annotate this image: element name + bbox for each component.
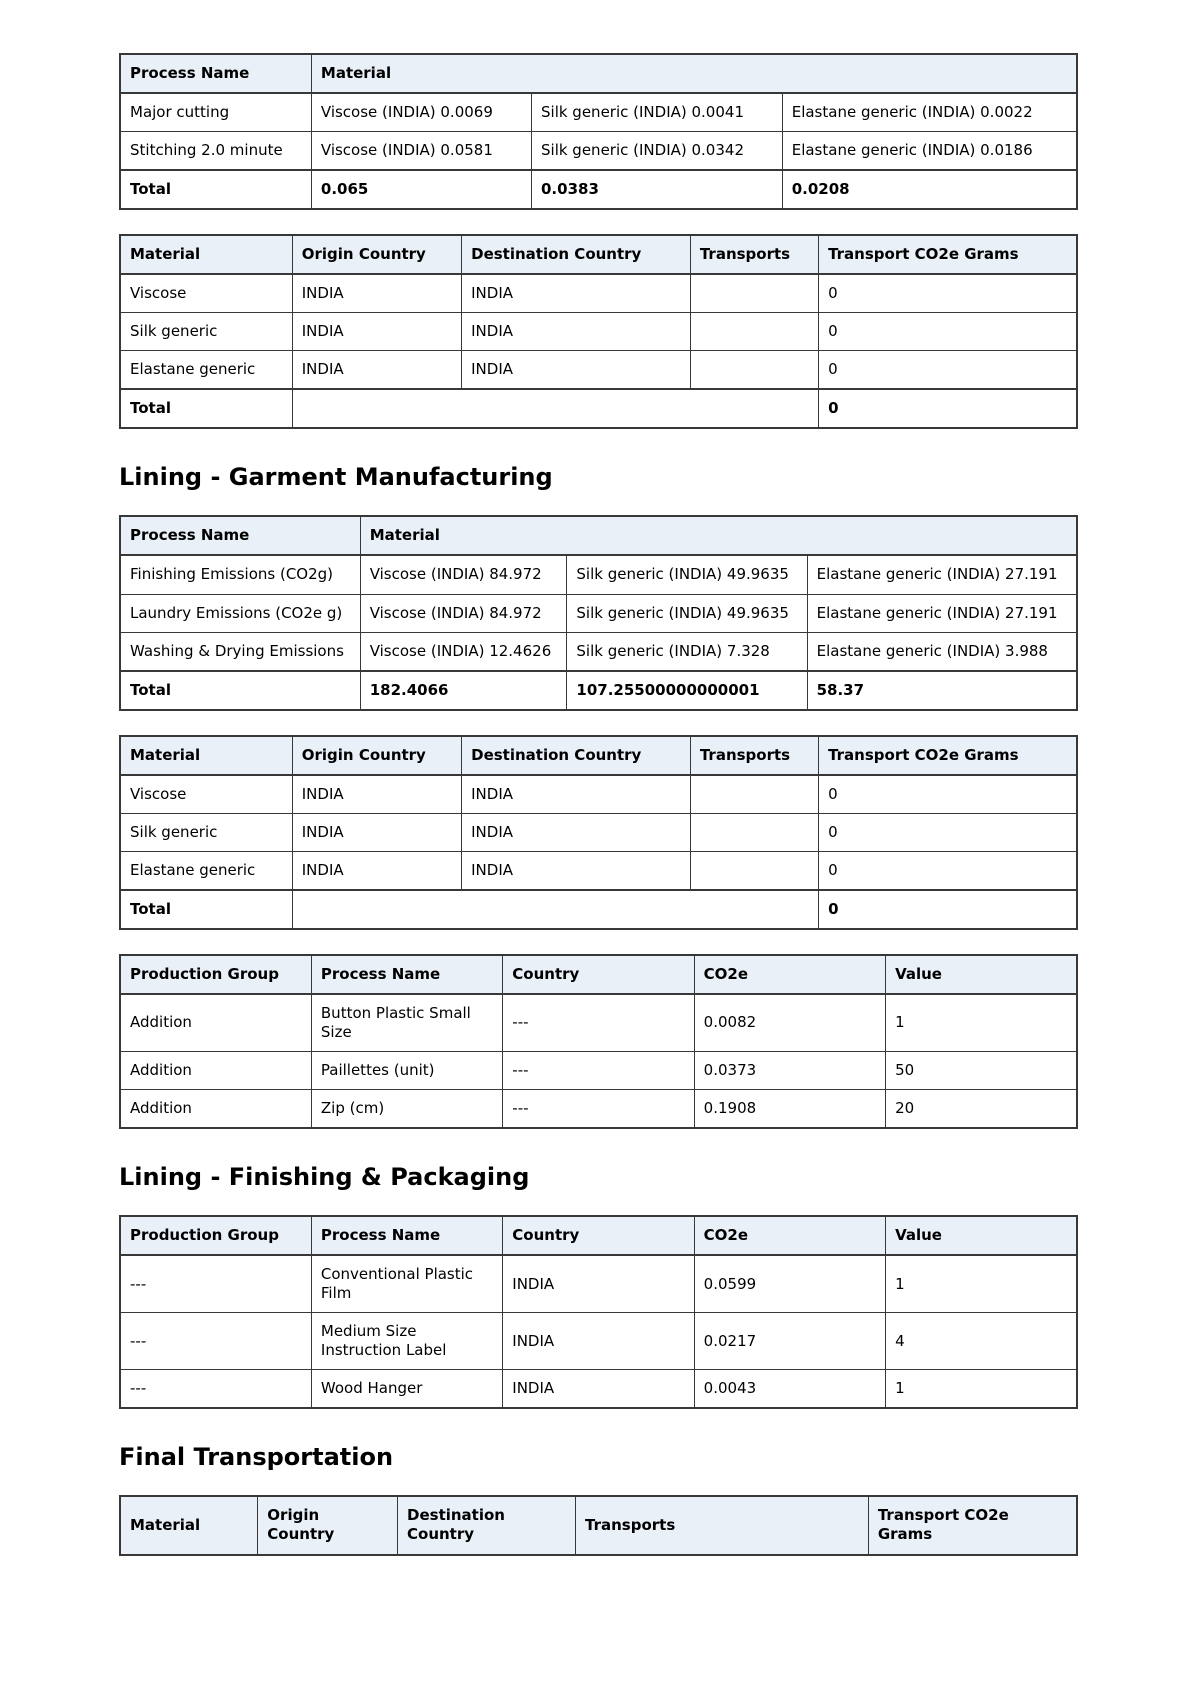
manufacturing-transport-table	[119, 735, 1078, 930]
table-cell: Silk generic (INDIA) 49.9635	[567, 555, 807, 594]
table-cell: 1	[886, 994, 1077, 1052]
column-header: CO2e	[694, 955, 885, 994]
lining-materials-transport-table	[119, 234, 1078, 429]
table-cell: Washing & Drying Emissions	[120, 632, 360, 671]
table-cell	[690, 351, 818, 390]
column-header: Production Group	[120, 955, 311, 994]
total-cell: 58.37	[807, 671, 1077, 710]
table-row	[120, 274, 1077, 313]
total-row	[120, 170, 1077, 209]
table-row	[120, 313, 1077, 351]
table-cell	[690, 274, 818, 313]
table-cell: Silk generic	[120, 313, 292, 351]
table-cell: INDIA	[462, 813, 691, 851]
table-cell: INDIA	[292, 813, 461, 851]
table-cell: INDIA	[292, 351, 461, 390]
table-cell: 0	[819, 351, 1077, 390]
table-cell: Addition	[120, 1090, 311, 1129]
table-cell: Major cutting	[120, 93, 311, 132]
table-cell: ---	[120, 1255, 311, 1313]
table-cell: INDIA	[503, 1255, 694, 1313]
table-cell: Silk generic	[120, 813, 292, 851]
column-header: Destination Country	[462, 235, 691, 274]
table-row	[120, 1370, 1077, 1409]
table-cell: Viscose (INDIA) 0.0069	[311, 93, 531, 132]
table-cell: INDIA	[462, 851, 691, 890]
table-cell: 0.0373	[694, 1052, 885, 1090]
table-cell: ---	[503, 1090, 694, 1129]
table-cell: 0.0217	[694, 1313, 885, 1370]
column-header: Transport CO2e Grams	[868, 1496, 1077, 1554]
table-cell: 0	[819, 775, 1077, 814]
column-header: Material	[120, 1496, 258, 1554]
total-cell: Total	[120, 389, 292, 428]
table-cell: INDIA	[292, 313, 461, 351]
header-row	[120, 736, 1077, 775]
column-header: Origin Country	[258, 1496, 398, 1554]
column-header: Transport CO2e Grams	[819, 736, 1077, 775]
column-header: Origin Country	[292, 736, 461, 775]
table-cell: Elastane generic (INDIA) 27.191	[807, 594, 1077, 632]
column-header: Country	[503, 1216, 694, 1255]
column-header: Process Name	[120, 54, 311, 93]
total-cell: 0.0383	[532, 170, 783, 209]
column-header: Material	[311, 54, 1077, 93]
table-cell: Silk generic (INDIA) 49.9635	[567, 594, 807, 632]
table-cell: INDIA	[292, 274, 461, 313]
table-row	[120, 632, 1077, 671]
table-cell	[690, 313, 818, 351]
table-cell: Viscose (INDIA) 12.4626	[360, 632, 567, 671]
table-row	[120, 555, 1077, 594]
table-cell: Silk generic (INDIA) 7.328	[567, 632, 807, 671]
total-cell: Total	[120, 890, 292, 929]
table-cell: Addition	[120, 1052, 311, 1090]
table-cell	[690, 813, 818, 851]
production-additions-table	[119, 954, 1078, 1129]
table-cell: INDIA	[292, 775, 461, 814]
column-header: Transports	[690, 235, 818, 274]
total-cell	[292, 890, 818, 929]
table-cell: Laundry Emissions (CO2e g)	[120, 594, 360, 632]
column-header: Origin Country	[292, 235, 461, 274]
total-cell: 0.065	[311, 170, 531, 209]
column-header: Production Group	[120, 1216, 311, 1255]
column-header: Transport CO2e Grams	[819, 235, 1077, 274]
table-row	[120, 775, 1077, 814]
table-cell: ---	[503, 1052, 694, 1090]
column-header: Material	[360, 516, 1077, 555]
column-header: Transports	[690, 736, 818, 775]
table-cell: Elastane generic	[120, 351, 292, 390]
total-cell: 0	[819, 890, 1077, 929]
table-cell: Stitching 2.0 minute	[120, 132, 311, 171]
total-cell: Total	[120, 671, 360, 710]
column-header: Country	[503, 955, 694, 994]
table-cell: Zip (cm)	[311, 1090, 502, 1129]
table-cell: ---	[120, 1313, 311, 1370]
table-cell: Viscose	[120, 775, 292, 814]
total-row	[120, 671, 1077, 710]
final-transportation-table	[119, 1495, 1078, 1555]
table-cell: 50	[886, 1052, 1077, 1090]
header-row	[120, 1496, 1077, 1554]
table-cell: Silk generic (INDIA) 0.0342	[532, 132, 783, 171]
total-cell: 107.25500000000001	[567, 671, 807, 710]
table-cell: INDIA	[503, 1313, 694, 1370]
header-row	[120, 516, 1077, 555]
table-cell: INDIA	[503, 1370, 694, 1409]
column-header: Value	[886, 1216, 1077, 1255]
column-header: Process Name	[311, 955, 502, 994]
table-cell	[690, 775, 818, 814]
column-header: Material	[120, 736, 292, 775]
table-cell: Wood Hanger	[311, 1370, 502, 1409]
total-cell: Total	[120, 170, 311, 209]
table-row	[120, 1052, 1077, 1090]
table-row	[120, 851, 1077, 890]
table-cell: Elastane generic	[120, 851, 292, 890]
table-cell: 0	[819, 313, 1077, 351]
total-cell: 0	[819, 389, 1077, 428]
table-cell: Conventional Plastic Film	[311, 1255, 502, 1313]
table-cell: Viscose	[120, 274, 292, 313]
table-cell: 1	[886, 1370, 1077, 1409]
table-row	[120, 594, 1077, 632]
table-cell: 0.0082	[694, 994, 885, 1052]
table-cell: Button Plastic Small Size	[311, 994, 502, 1052]
table-cell: ---	[503, 994, 694, 1052]
table-row	[120, 1090, 1077, 1129]
table-row	[120, 813, 1077, 851]
table-cell: 0.1908	[694, 1090, 885, 1129]
table-cell: INDIA	[462, 351, 691, 390]
finishing-packaging-heading: Lining - Finishing & Packaging	[119, 1163, 530, 1192]
table-cell	[690, 851, 818, 890]
table-row	[120, 994, 1077, 1052]
total-row	[120, 890, 1077, 929]
column-header: Value	[886, 955, 1077, 994]
cutting-stitching-process-table	[119, 53, 1078, 210]
table-cell: Elastane generic (INDIA) 3.988	[807, 632, 1077, 671]
final-transportation-heading: Final Transportation	[119, 1443, 394, 1472]
column-header: Material	[120, 235, 292, 274]
table-cell: 0	[819, 851, 1077, 890]
garment-manufacturing-heading: Lining - Garment Manufacturing	[119, 463, 553, 492]
column-header: Transports	[576, 1496, 869, 1554]
table-cell: 0	[819, 274, 1077, 313]
table-cell: INDIA	[462, 313, 691, 351]
table-cell: 20	[886, 1090, 1077, 1129]
table-cell: Silk generic (INDIA) 0.0041	[532, 93, 783, 132]
table-row	[120, 93, 1077, 132]
table-cell: Elastane generic (INDIA) 0.0022	[782, 93, 1077, 132]
header-row	[120, 955, 1077, 994]
table-row	[120, 132, 1077, 171]
table-row	[120, 1313, 1077, 1370]
column-header: Process Name	[120, 516, 360, 555]
table-cell: 0	[819, 813, 1077, 851]
table-cell: Finishing Emissions (CO2g)	[120, 555, 360, 594]
table-cell: Elastane generic (INDIA) 0.0186	[782, 132, 1077, 171]
table-row	[120, 351, 1077, 390]
manufacturing-emissions-table	[119, 515, 1078, 710]
column-header: Destination Country	[462, 736, 691, 775]
table-cell: Elastane generic (INDIA) 27.191	[807, 555, 1077, 594]
table-cell: ---	[120, 1370, 311, 1409]
table-cell: Medium Size Instruction Label	[311, 1313, 502, 1370]
table-cell: INDIA	[462, 775, 691, 814]
total-cell: 0.0208	[782, 170, 1077, 209]
finishing-packaging-table	[119, 1215, 1078, 1409]
table-cell: Paillettes (unit)	[311, 1052, 502, 1090]
table-cell: INDIA	[292, 851, 461, 890]
total-row	[120, 389, 1077, 428]
table-cell: INDIA	[462, 274, 691, 313]
column-header: CO2e	[694, 1216, 885, 1255]
total-cell: 182.4066	[360, 671, 567, 710]
header-row	[120, 54, 1077, 93]
table-cell: 1	[886, 1255, 1077, 1313]
table-cell: 4	[886, 1313, 1077, 1370]
table-row	[120, 1255, 1077, 1313]
table-cell: Addition	[120, 994, 311, 1052]
table-cell: Viscose (INDIA) 84.972	[360, 594, 567, 632]
column-header: Process Name	[311, 1216, 502, 1255]
table-cell: Viscose (INDIA) 84.972	[360, 555, 567, 594]
table-cell: 0.0043	[694, 1370, 885, 1409]
header-row	[120, 235, 1077, 274]
total-cell	[292, 389, 818, 428]
table-cell: 0.0599	[694, 1255, 885, 1313]
header-row	[120, 1216, 1077, 1255]
table-cell: Viscose (INDIA) 0.0581	[311, 132, 531, 171]
column-header: Destination Country	[398, 1496, 576, 1554]
